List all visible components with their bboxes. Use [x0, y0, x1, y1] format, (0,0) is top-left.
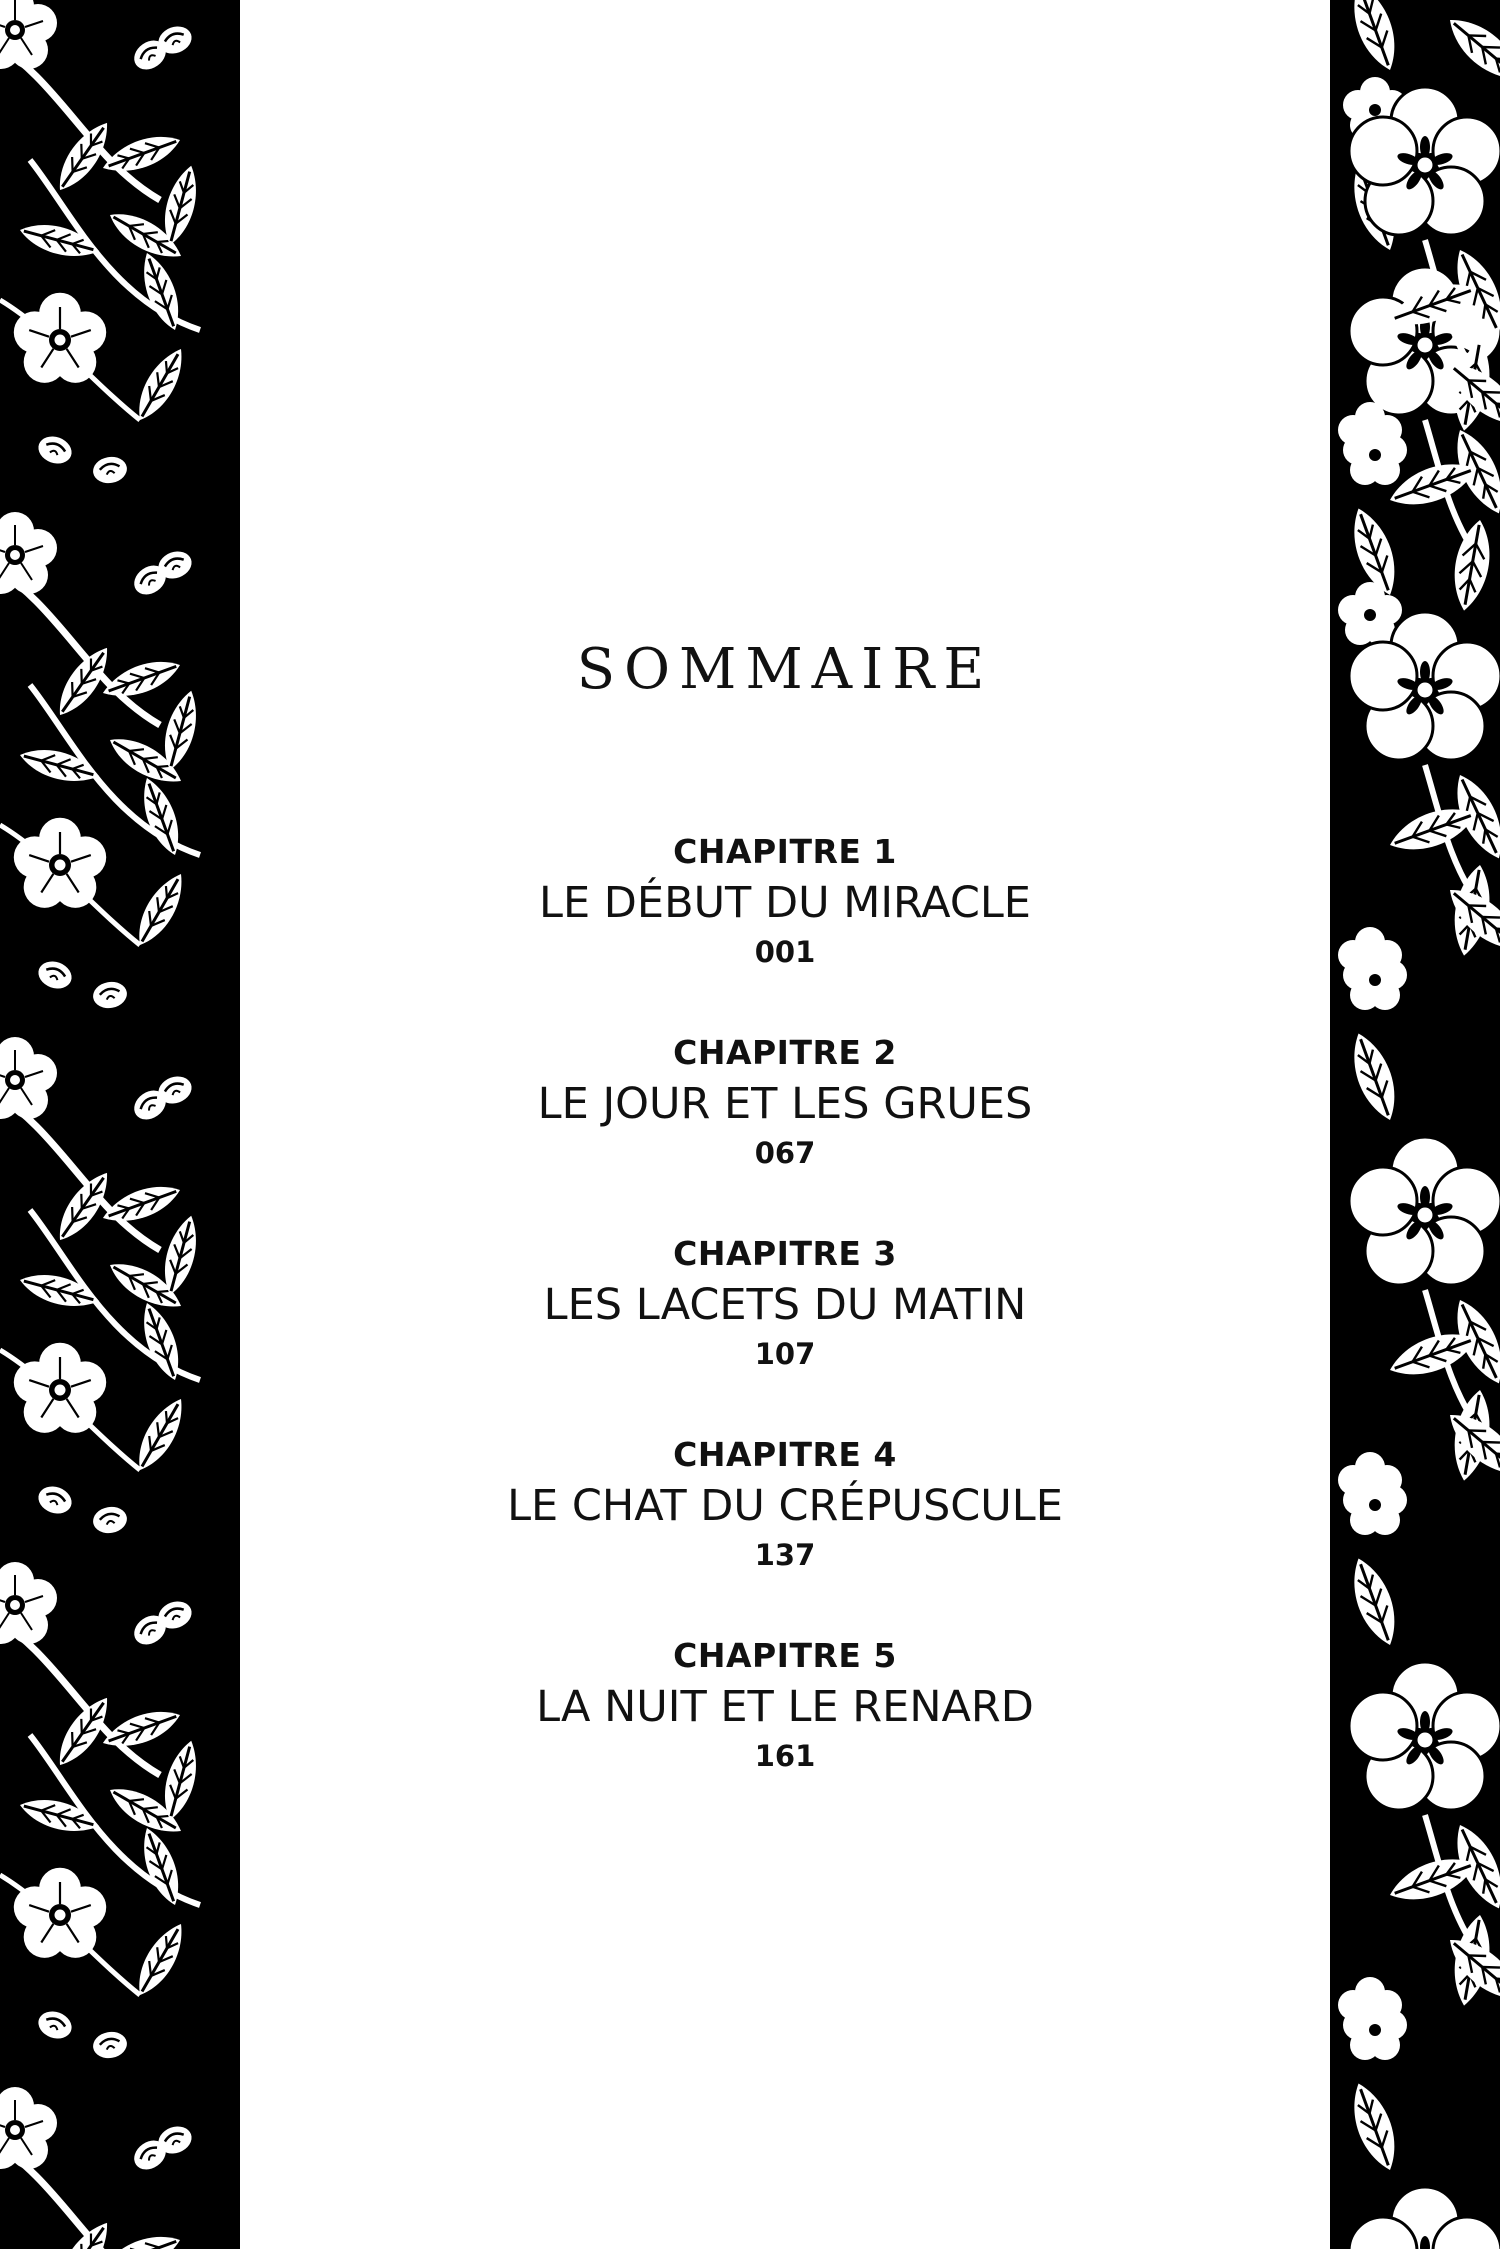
chapter-label: CHAPITRE 3 [673, 1234, 897, 1273]
floral-border-right-art [1330, 0, 1500, 2249]
chapter-entry-2[interactable] [240, 1031, 1330, 1232]
page-title: SOMMAIRE [576, 637, 994, 702]
chapter-title: LA NUIT ET LE RENARD [536, 1682, 1034, 1732]
chapter-entry-1[interactable] [240, 830, 1330, 1031]
chapter-title: LE DÉBUT DU MIRACLE [539, 878, 1031, 928]
chapter-title: LE JOUR ET LES GRUES [537, 1079, 1033, 1129]
table-of-contents [240, 0, 1330, 2249]
chapter-page-number: 137 [754, 1538, 816, 1572]
chapter-title: LES LACETS DU MATIN [543, 1280, 1027, 1330]
chapter-label: CHAPITRE 5 [673, 1636, 897, 1675]
chapter-label: CHAPITRE 2 [673, 1033, 897, 1072]
chapter-label: CHAPITRE 4 [673, 1435, 897, 1474]
chapter-label: CHAPITRE 1 [673, 832, 897, 871]
chapter-page-number: 001 [754, 935, 816, 969]
chapter-entry-5[interactable] [240, 1634, 1330, 1835]
floral-border-left-art [0, 0, 240, 2249]
chapter-list [240, 830, 1330, 1835]
chapter-page-number: 067 [754, 1136, 816, 1170]
chapter-title: LE CHAT DU CRÉPUSCULE [507, 1481, 1063, 1531]
chapter-page-number: 107 [754, 1337, 816, 1371]
floral-border-left [0, 0, 240, 2249]
chapter-entry-3[interactable] [240, 1232, 1330, 1433]
floral-border-right [1330, 0, 1500, 2249]
chapter-page-number: 161 [754, 1739, 816, 1773]
chapter-entry-4[interactable] [240, 1433, 1330, 1634]
